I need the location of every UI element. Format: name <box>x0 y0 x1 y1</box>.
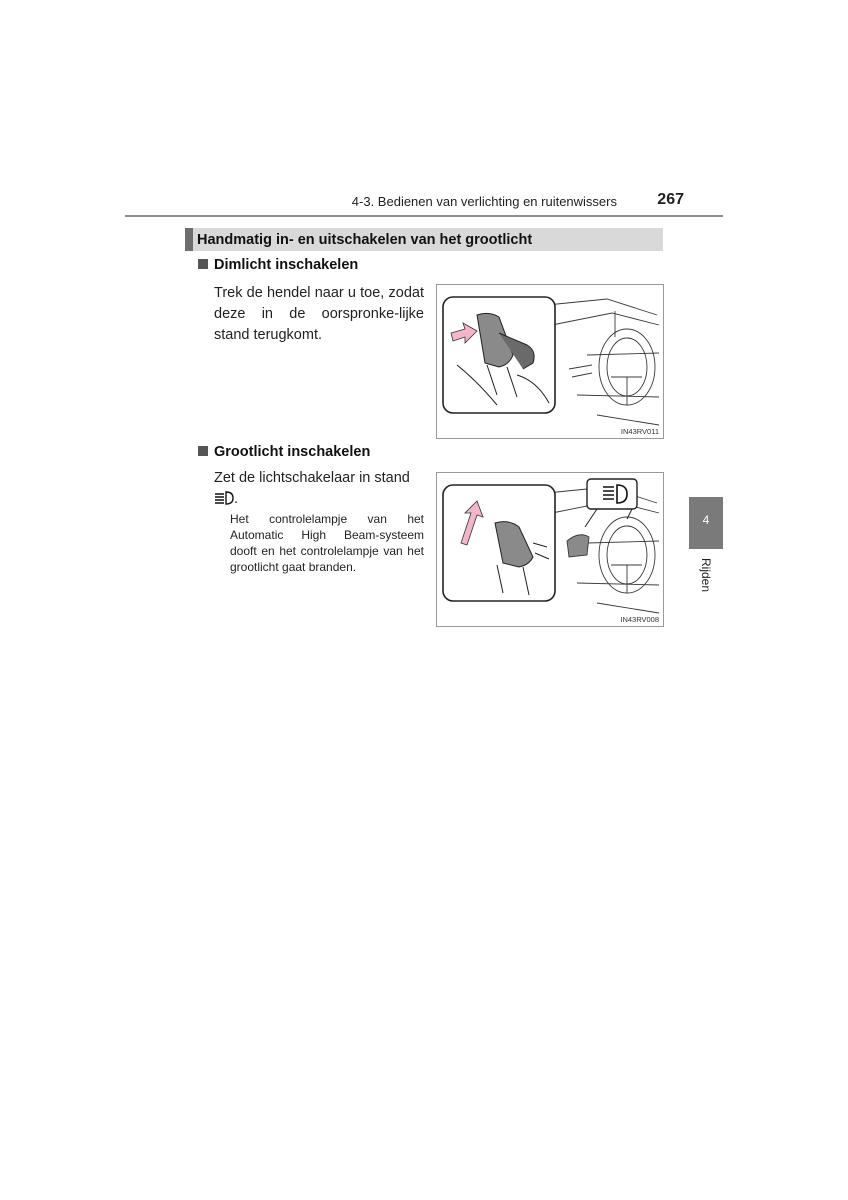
dipped-heading-row <box>198 257 358 273</box>
high-illustration <box>437 473 663 626</box>
square-bullet-icon <box>198 259 208 269</box>
page-number: 267 <box>657 191 684 208</box>
high-text-end: . <box>234 491 239 507</box>
dipped-text: Trek de hendel naar u toe, zodat deze in de oorspronke-lijke stand terugkomt. <box>214 285 424 343</box>
high-note: Het controlelampje van het Automatic High Beam-systeem dooft en het controlelampje van het grootlicht gaat branden. <box>230 512 424 574</box>
square-bullet-icon <box>198 446 208 456</box>
chapter-number: 4 <box>702 513 710 527</box>
header-rule <box>125 215 723 217</box>
high-heading: Grootlicht inschakelen <box>214 444 371 460</box>
dipped-illustration <box>437 285 663 438</box>
chapter-header: 4-3. Bedienen van verlichting en ruitenwissers <box>351 194 617 209</box>
high-text <box>214 468 424 510</box>
chapter-tab <box>689 497 723 549</box>
dipped-heading: Dimlicht inschakelen <box>214 257 359 273</box>
high-text-main: Zet de lichtschakelaar in stand <box>214 470 410 486</box>
dipped-figure <box>436 284 664 439</box>
section-title: Handmatig in- en uitschakelen van het grootlicht <box>197 232 533 248</box>
figure-id: IN43RV008 <box>620 615 659 624</box>
high-heading-row <box>198 444 370 460</box>
high-figure <box>436 472 664 627</box>
figure-id: IN43RV011 <box>620 427 659 436</box>
chapter-label: Rijden <box>699 557 713 593</box>
section-title-bar <box>185 228 663 251</box>
high-beam-icon <box>214 491 234 505</box>
section-accent <box>185 228 193 251</box>
